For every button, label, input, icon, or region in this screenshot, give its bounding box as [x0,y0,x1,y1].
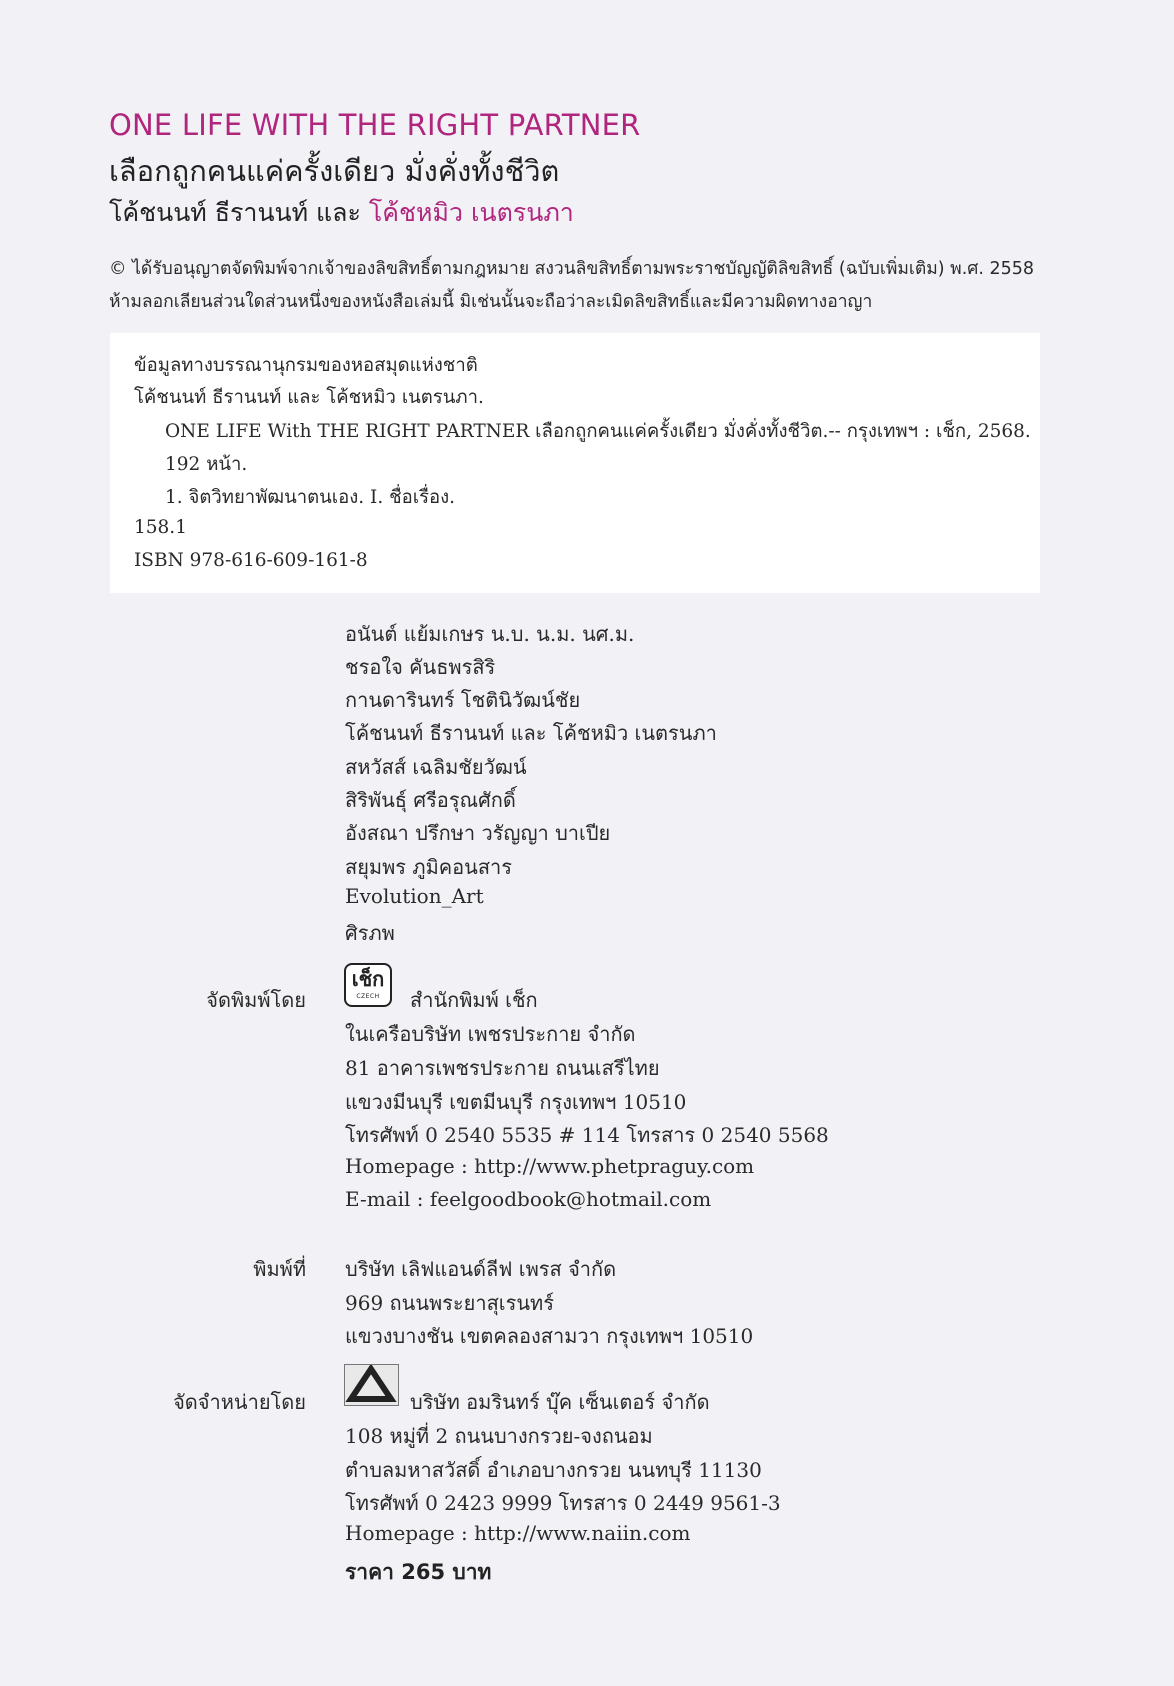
publisher-label: จัดพิมพ์โดย [206,988,306,1012]
publisher-address: แขวงมีนบุรี เขตมีนบุรี กรุงเทพฯ 10510 [345,1090,687,1114]
publisher-homepage: Homepage : http://www.phetpraguy.com [345,1154,755,1178]
book-authors [109,193,574,233]
credit-value: สยุมพร ภูมิคอนสาร [345,855,513,879]
copyright-notice [109,253,1069,319]
credit-value: ชรอใจ คันธพรสิริ [345,655,496,679]
czech-logo-subtext: CZECH [356,993,380,1000]
cip-class-number: 158.1 [134,517,187,538]
publisher-address: 81 อาคารเพชรประกาย ถนนเสรีไทย [345,1056,660,1080]
distributor-label: จัดจำหน่ายโดย [173,1390,306,1414]
publisher-group: ในเครือบริษัท เพชรประกาย จำกัด [345,1022,636,1046]
author-secondary: โค้ชหมิว เนตรนภา [368,198,574,227]
cip-isbn: ISBN 978-616-609-161-8 [134,550,368,571]
credit-value: อนันต์ แย้มเกษร น.บ. น.ม. นศ.ม. [345,622,635,646]
cip-subjects: 1. จิตวิทยาพัฒนาตนเอง. I. ชื่อเรื่อง. [165,487,456,508]
distributor-phone: โทรศัพท์ 0 2423 9999 โทรสาร 0 2449 9561-3 [345,1491,781,1515]
printer-address: 969 ถนนพระยาสุเรนทร์ [345,1291,554,1315]
publisher-email: E-mail : feelgoodbook@hotmail.com [345,1187,712,1211]
credit-value: สิริพันธุ์ ศรีอรุณศักดิ์ [345,788,516,812]
credit-value: อังสณา ปรึกษา วรัญญา บาเปีย [345,821,611,845]
book-title-english: ONE LIFE WITH THE RIGHT PARTNER [109,108,641,142]
naiin-logo-icon [344,1364,399,1406]
czech-logo [344,963,392,1007]
book-title-thai: เลือกถูกคนแค่ครั้งเดียว มั่งคั่งทั้งชีวิต [109,154,560,188]
cip-heading: ข้อมูลทางบรรณานุกรมของหอสมุดแห่งชาติ [134,355,478,376]
publisher-phone: โทรศัพท์ 0 2540 5535 # 114 โทรสาร 0 2540 5568 [345,1123,829,1147]
cip-catalog-box [110,333,1040,593]
copyright-line: ห้ามลอกเลียนส่วนใดส่วนหนึ่งของหนังสือเล่มนี้ มิเช่นนั้นจะถือว่าละเมิดลิขสิทธิ์และมีความผิดทางอาญา [109,292,873,312]
copyright-line: © ได้รับอนุญาตจัดพิมพ์จากเจ้าของลิขสิทธิ์ตามกฎหมาย สงวนลิขสิทธิ์ตามพระราชบัญญัติลิขสิทธิ์ (ฉบับเพิ่มเติม) พ.ศ. 2558 [109,259,1035,279]
author-conjunction: และ [308,198,369,227]
distributor-homepage: Homepage : http://www.naiin.com [345,1521,691,1545]
czech-logo-text: เช็ก [351,967,385,991]
distributor-address: ตำบลมหาสวัสดิ์ อำเภอบางกรวย นนทบุรี 11130 [345,1458,762,1482]
printer-label: พิมพ์ที่ [253,1257,306,1281]
author-primary: โค้ชนนท์ ธีรานนท์ [109,198,309,227]
book-price: ราคา 265 บาท [345,1560,492,1584]
distributor-name: บริษัท อมรินทร์ บุ๊ค เซ็นเตอร์ จำกัด [410,1390,710,1414]
publisher-name: สำนักพิมพ์ เช็ก [410,988,538,1012]
credit-value: สหวัสส์ เฉลิมชัยวัฒน์ [345,755,527,779]
printer-address: แขวงบางชัน เขตคลองสามวา กรุงเทพฯ 10510 [345,1324,754,1348]
cip-authors: โค้ชนนท์ ธีรานนท์ และ โค้ชหมิว เนตรนภา. [134,387,484,408]
credit-value: โค้ชนนท์ ธีรานนท์ และ โค้ชหมิว เนตรนภา [345,721,717,745]
credit-value: Evolution_Art [345,884,484,908]
distributor-address: 108 หมู่ที่ 2 ถนนบางกรวย-จงถนอม [345,1424,653,1448]
printer-name: บริษัท เลิฟแอนด์ลีฟ เพรส จำกัด [345,1257,617,1281]
credit-value: ศิรภพ [345,921,395,945]
cip-title: ONE LIFE With THE RIGHT PARTNER เลือกถูกคนแค่ครั้งเดียว มั่งคั่งทั้งชีวิต.-- กรุงเทพฯ : เช็ก, 2568. [165,421,1031,442]
credit-value: กานดารินทร์ โชตินิวัฒน์ชัย [345,688,581,712]
cip-pages: 192 หน้า. [165,454,248,475]
